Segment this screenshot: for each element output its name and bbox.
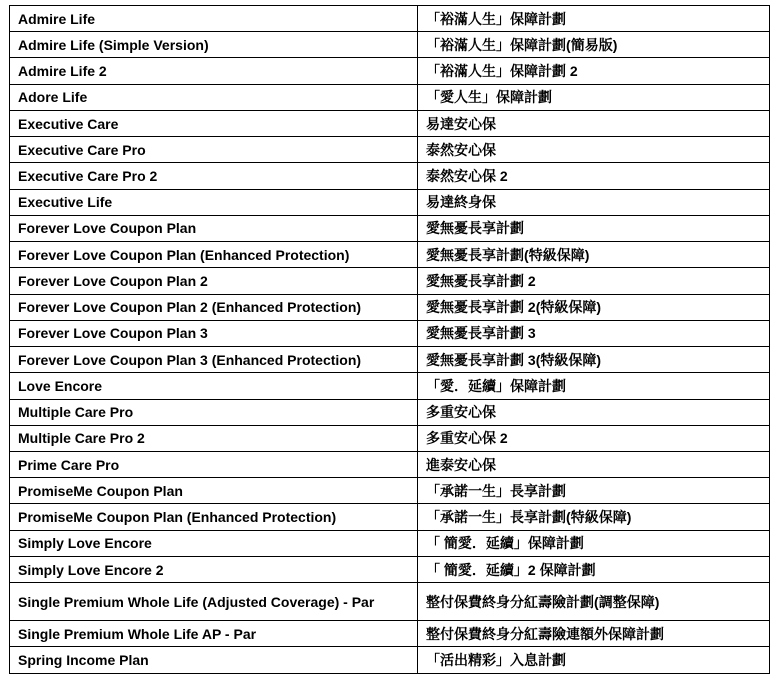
chinese-plan-name: 「愛．延續」保障計劃 [418,373,770,399]
table-row [10,647,770,674]
english-plan-name: Forever Love Coupon Plan [10,215,418,241]
table-row [10,451,770,477]
chinese-plan-name: 「活出精彩」入息計劃 [418,647,770,674]
chinese-plan-name: 愛無憂長享計劃 [418,215,770,241]
english-plan-name: Simply Love Encore [10,530,418,556]
english-plan-name: Simply Love Encore 2 [10,556,418,582]
english-plan-name: Executive Life [10,189,418,215]
english-plan-name: Single Premium Whole Life AP - Par [10,621,418,647]
table-row [10,84,770,110]
english-plan-name: Executive Care Pro [10,137,418,163]
table-row [10,425,770,451]
english-plan-name: Executive Care Pro 2 [10,163,418,189]
english-plan-name: Admire Life (Simple Version) [10,32,418,58]
table-row [10,530,770,556]
table-row [10,621,770,647]
chinese-plan-name: 「愛人生」保障計劃 [418,84,770,110]
table-row [10,6,770,32]
table-row [10,242,770,268]
table-row [10,189,770,215]
english-plan-name: Forever Love Coupon Plan 3 (Enhanced Protection) [10,347,418,373]
chinese-plan-name: 愛無憂長享計劃 3 [418,320,770,346]
table-row [10,110,770,136]
chinese-plan-name: 愛無憂長享計劃 2 [418,268,770,294]
chinese-plan-name: 愛無憂長享計劃 3(特級保障) [418,347,770,373]
chinese-plan-name: 易達終身保 [418,189,770,215]
chinese-plan-name: 多重安心保 [418,399,770,425]
english-plan-name: Forever Love Coupon Plan 2 [10,268,418,294]
chinese-plan-name: 泰然安心保 [418,137,770,163]
english-plan-name: Forever Love Coupon Plan 3 [10,320,418,346]
english-plan-name: Forever Love Coupon Plan (Enhanced Protection) [10,242,418,268]
chinese-plan-name: 「裕滿人生」保障計劃 [418,6,770,32]
chinese-plan-name: 泰然安心保 2 [418,163,770,189]
chinese-plan-name: 「承諾一生」長享計劃(特級保障) [418,504,770,530]
english-plan-name: Single Premium Whole Life (Adjusted Coverage) - Par [10,583,418,621]
plan-name-table [9,5,770,674]
english-plan-name: Spring Income Plan [10,647,418,674]
table-row [10,58,770,84]
chinese-plan-name: 「裕滿人生」保障計劃(簡易版) [418,32,770,58]
plan-name-table-body [10,6,770,674]
table-row [10,399,770,425]
chinese-plan-name: 整付保費終身分紅壽險計劃(調整保障) [418,583,770,621]
chinese-plan-name: 「裕滿人生」保障計劃 2 [418,58,770,84]
chinese-plan-name: 「 簡愛．延續」2 保障計劃 [418,556,770,582]
table-row [10,478,770,504]
chinese-plan-name: 「 簡愛．延續」保障計劃 [418,530,770,556]
english-plan-name: Admire Life 2 [10,58,418,84]
english-plan-name: Multiple Care Pro [10,399,418,425]
chinese-plan-name: 愛無憂長享計劃 2(特級保障) [418,294,770,320]
english-plan-name: Prime Care Pro [10,451,418,477]
english-plan-name: Executive Care [10,110,418,136]
table-row [10,504,770,530]
table-row [10,294,770,320]
table-row [10,320,770,346]
english-plan-name: Multiple Care Pro 2 [10,425,418,451]
chinese-plan-name: 「承諾一生」長享計劃 [418,478,770,504]
table-row [10,556,770,582]
chinese-plan-name: 整付保費終身分紅壽險連額外保障計劃 [418,621,770,647]
chinese-plan-name: 進泰安心保 [418,451,770,477]
table-row [10,347,770,373]
english-plan-name: PromiseMe Coupon Plan (Enhanced Protection) [10,504,418,530]
english-plan-name: Forever Love Coupon Plan 2 (Enhanced Protection) [10,294,418,320]
table-row [10,32,770,58]
table-row [10,215,770,241]
english-plan-name: Admire Life [10,6,418,32]
table-row [10,373,770,399]
table-row [10,583,770,621]
chinese-plan-name: 愛無憂長享計劃(特級保障) [418,242,770,268]
table-row [10,268,770,294]
table-row [10,163,770,189]
table-row [10,137,770,163]
english-plan-name: Adore Life [10,84,418,110]
chinese-plan-name: 易達安心保 [418,110,770,136]
chinese-plan-name: 多重安心保 2 [418,425,770,451]
english-plan-name: PromiseMe Coupon Plan [10,478,418,504]
english-plan-name: Love Encore [10,373,418,399]
